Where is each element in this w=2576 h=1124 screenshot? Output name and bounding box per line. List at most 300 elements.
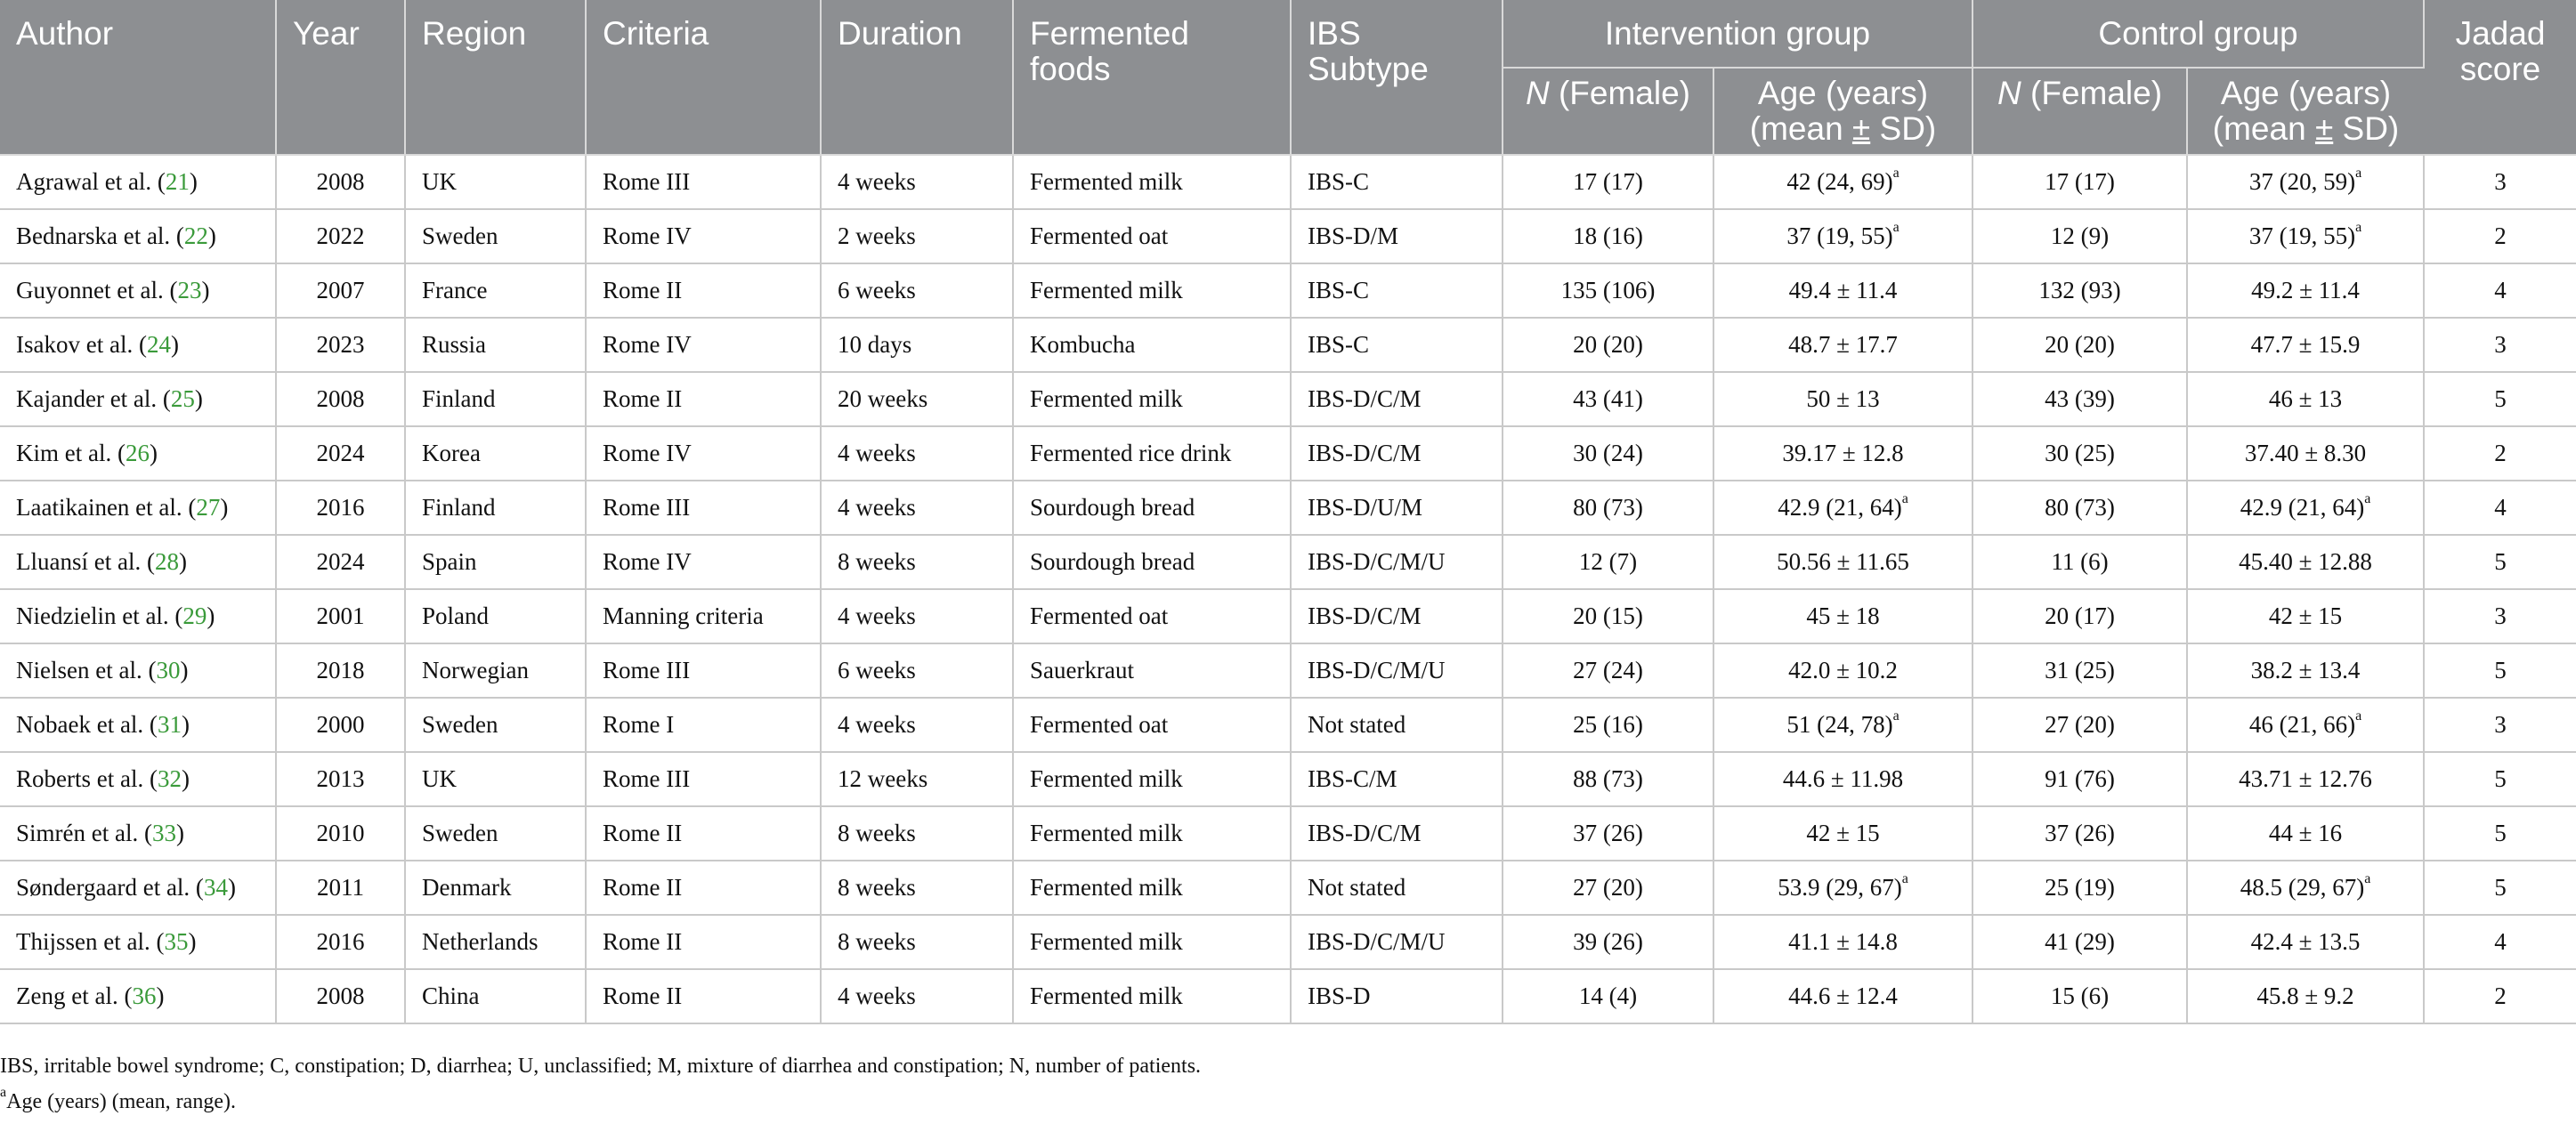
author-paren-close: ) xyxy=(156,982,165,1009)
cell-fermented-foods: Fermented oat xyxy=(1013,209,1291,263)
cell-year: 2008 xyxy=(276,155,405,209)
age-footnote-marker: a xyxy=(1892,166,1900,181)
cell-ibs-subtype: IBS-D/C/M xyxy=(1291,589,1503,643)
cell-intervention-age xyxy=(1713,969,1973,1023)
header-age-post: SD) xyxy=(2333,110,2400,147)
cell-ibs-subtype: IBS-C xyxy=(1291,318,1503,372)
author-paren-close: ) xyxy=(181,711,190,738)
footnote-age xyxy=(0,1084,2576,1120)
cell-intervention-n: 12 (7) xyxy=(1503,535,1713,589)
col-header-control-n xyxy=(1973,68,2187,155)
cell-jadad-score: 2 xyxy=(2424,209,2576,263)
cell-criteria: Rome II xyxy=(586,263,821,318)
cell-region: Norwegian xyxy=(405,643,586,698)
cell-intervention-n: 39 (26) xyxy=(1503,915,1713,969)
author-name: Laatikainen et al. ( xyxy=(16,494,197,521)
age-value: 48.7 ± 17.7 xyxy=(1788,331,1898,358)
cell-ibs-subtype: IBS-D/C/M/U xyxy=(1291,535,1503,589)
author-paren-close: ) xyxy=(220,494,229,521)
reference-link[interactable]: 26 xyxy=(125,440,150,466)
age-footnote-marker: a xyxy=(1892,708,1900,724)
col-header-control-group: Control group xyxy=(1973,0,2424,68)
reference-link[interactable]: 25 xyxy=(170,385,195,412)
cell-duration: 2 weeks xyxy=(821,209,1013,263)
author-paren-close: ) xyxy=(201,277,210,303)
age-value: 43.71 ± 12.76 xyxy=(2239,765,2372,792)
cell-region: UK xyxy=(405,155,586,209)
reference-link[interactable]: 33 xyxy=(151,820,176,846)
header-jadad-line2: score xyxy=(2459,51,2541,87)
cell-control-age xyxy=(2187,698,2424,752)
table-footnotes xyxy=(0,1048,2576,1120)
cell-author xyxy=(0,643,276,698)
cell-control-n: 25 (19) xyxy=(1973,861,2187,915)
cell-region: Poland xyxy=(405,589,586,643)
cell-criteria: Rome IV xyxy=(586,209,821,263)
cell-author xyxy=(0,426,276,481)
cell-criteria: Manning criteria xyxy=(586,589,821,643)
col-header-intervention-age xyxy=(1713,68,1973,155)
table-row xyxy=(0,861,2576,915)
col-header-jadad-score xyxy=(2424,0,2576,155)
cell-intervention-n: 18 (16) xyxy=(1503,209,1713,263)
reference-link[interactable]: 29 xyxy=(182,602,207,629)
cell-fermented-foods: Kombucha xyxy=(1013,318,1291,372)
cell-year: 2016 xyxy=(276,481,405,535)
table-body xyxy=(0,155,2576,1023)
cell-criteria: Rome II xyxy=(586,969,821,1023)
cell-ibs-subtype: IBS-D/U/M xyxy=(1291,481,1503,535)
cell-jadad-score: 3 xyxy=(2424,318,2576,372)
cell-control-age xyxy=(2187,969,2424,1023)
cell-intervention-n: 43 (41) xyxy=(1503,372,1713,426)
cell-fermented-foods: Fermented milk xyxy=(1013,263,1291,318)
table-row xyxy=(0,589,2576,643)
table-row xyxy=(0,155,2576,209)
table-header xyxy=(0,0,2576,155)
header-n-italic: N xyxy=(1997,75,2021,111)
cell-ibs-subtype: IBS-C/M xyxy=(1291,752,1503,806)
cell-region: Sweden xyxy=(405,209,586,263)
cell-jadad-score: 5 xyxy=(2424,372,2576,426)
cell-fermented-foods: Fermented oat xyxy=(1013,698,1291,752)
cell-duration: 8 weeks xyxy=(821,535,1013,589)
cell-control-n: 80 (73) xyxy=(1973,481,2187,535)
cell-fermented-foods: Fermented milk xyxy=(1013,915,1291,969)
cell-control-age xyxy=(2187,752,2424,806)
cell-criteria: Rome IV xyxy=(586,426,821,481)
age-value: 53.9 (29, 67) xyxy=(1778,874,1902,901)
footnote-abbreviations: IBS, irritable bowel syndrome; C, constipation; D, diarrhea; U, unclassified; M, mixture of diarrhea and constipation; N, number of patients. xyxy=(0,1055,1202,1078)
cell-intervention-age xyxy=(1713,318,1973,372)
cell-year: 2023 xyxy=(276,318,405,372)
col-header-author: Author xyxy=(0,0,276,155)
author-paren-close: ) xyxy=(227,874,236,901)
cell-fermented-foods: Sauerkraut xyxy=(1013,643,1291,698)
cell-intervention-age xyxy=(1713,861,1973,915)
cell-intervention-n: 88 (73) xyxy=(1503,752,1713,806)
cell-intervention-age xyxy=(1713,589,1973,643)
author-name: Isakov et al. ( xyxy=(16,331,147,358)
cell-duration: 4 weeks xyxy=(821,155,1013,209)
cell-fermented-foods: Fermented milk xyxy=(1013,372,1291,426)
cell-jadad-score: 3 xyxy=(2424,698,2576,752)
cell-criteria: Rome IV xyxy=(586,318,821,372)
cell-jadad-score: 3 xyxy=(2424,589,2576,643)
age-footnote-marker: a xyxy=(2364,491,2371,506)
cell-fermented-foods: Sourdough bread xyxy=(1013,481,1291,535)
cell-author xyxy=(0,861,276,915)
cell-control-age xyxy=(2187,535,2424,589)
age-value: 46 (21, 66) xyxy=(2248,711,2356,738)
cell-jadad-score: 5 xyxy=(2424,861,2576,915)
age-value: 42.4 ± 13.5 xyxy=(2250,928,2361,955)
header-subtype-line2: Subtype xyxy=(1308,51,1429,87)
cell-criteria: Rome II xyxy=(586,915,821,969)
cell-ibs-subtype: IBS-C xyxy=(1291,263,1503,318)
age-value: 47.7 ± 15.9 xyxy=(2250,331,2361,358)
cell-author xyxy=(0,752,276,806)
header-age-post: SD) xyxy=(1870,110,1937,147)
table-row xyxy=(0,209,2576,263)
cell-fermented-foods: Fermented oat xyxy=(1013,589,1291,643)
age-value: 45 ± 18 xyxy=(1806,602,1880,629)
cell-criteria: Rome II xyxy=(586,372,821,426)
cell-ibs-subtype: IBS-D/C/M xyxy=(1291,806,1503,861)
cell-intervention-age xyxy=(1713,806,1973,861)
cell-intervention-age xyxy=(1713,535,1973,589)
cell-intervention-n: 20 (20) xyxy=(1503,318,1713,372)
cell-year: 2011 xyxy=(276,861,405,915)
reference-link[interactable]: 27 xyxy=(196,494,221,521)
reference-link[interactable]: 32 xyxy=(157,765,182,792)
cell-ibs-subtype: Not stated xyxy=(1291,698,1503,752)
author-name: Roberts et al. ( xyxy=(16,765,158,792)
col-header-criteria: Criteria xyxy=(586,0,821,155)
cell-region: France xyxy=(405,263,586,318)
cell-criteria: Rome III xyxy=(586,481,821,535)
cell-intervention-age xyxy=(1713,698,1973,752)
author-name: Niedzielin et al. ( xyxy=(16,602,183,629)
cell-control-n: 15 (6) xyxy=(1973,969,2187,1023)
reference-link[interactable]: 22 xyxy=(183,222,208,249)
cell-region: Sweden xyxy=(405,806,586,861)
age-footnote-marker: a xyxy=(2364,871,2371,886)
age-footnote-marker: a xyxy=(2355,708,2362,724)
cell-control-age xyxy=(2187,209,2424,263)
age-value: 41.1 ± 14.8 xyxy=(1788,928,1898,955)
cell-duration: 4 weeks xyxy=(821,426,1013,481)
table-row xyxy=(0,698,2576,752)
cell-jadad-score: 5 xyxy=(2424,806,2576,861)
cell-intervention-n: 14 (4) xyxy=(1503,969,1713,1023)
col-header-intervention-group: Intervention group xyxy=(1503,0,1973,68)
cell-year: 2018 xyxy=(276,643,405,698)
cell-year: 2022 xyxy=(276,209,405,263)
author-paren-close: ) xyxy=(181,765,190,792)
cell-intervention-n: 27 (20) xyxy=(1503,861,1713,915)
age-value: 37 (19, 55) xyxy=(1786,222,1893,249)
cell-author xyxy=(0,263,276,318)
cell-intervention-age xyxy=(1713,643,1973,698)
reference-link[interactable]: 36 xyxy=(132,982,157,1009)
table-row xyxy=(0,263,2576,318)
cell-jadad-score: 2 xyxy=(2424,426,2576,481)
cell-control-age xyxy=(2187,426,2424,481)
cell-intervention-age xyxy=(1713,263,1973,318)
table-row xyxy=(0,426,2576,481)
cell-intervention-age xyxy=(1713,915,1973,969)
cell-intervention-age xyxy=(1713,209,1973,263)
cell-criteria: Rome III xyxy=(586,155,821,209)
header-age-line1: Age (years) xyxy=(1757,75,1929,111)
cell-intervention-n: 20 (15) xyxy=(1503,589,1713,643)
cell-control-age xyxy=(2187,806,2424,861)
cell-fermented-foods: Sourdough bread xyxy=(1013,535,1291,589)
age-value: 42 (24, 69) xyxy=(1786,168,1893,195)
reference-link[interactable]: 30 xyxy=(156,657,181,683)
col-header-region: Region xyxy=(405,0,586,155)
cell-fermented-foods: Fermented milk xyxy=(1013,969,1291,1023)
cell-control-n: 37 (26) xyxy=(1973,806,2187,861)
age-value: 44.6 ± 12.4 xyxy=(1788,982,1898,1009)
table-row xyxy=(0,806,2576,861)
header-age-pre: (mean xyxy=(1749,110,1852,147)
cell-region: Sweden xyxy=(405,698,586,752)
cell-ibs-subtype: IBS-D/C/M/U xyxy=(1291,643,1503,698)
age-footnote-marker: a xyxy=(2355,166,2362,181)
cell-region: China xyxy=(405,969,586,1023)
cell-jadad-score: 4 xyxy=(2424,915,2576,969)
cell-year: 2016 xyxy=(276,915,405,969)
cell-duration: 20 weeks xyxy=(821,372,1013,426)
table-row xyxy=(0,318,2576,372)
cell-duration: 8 weeks xyxy=(821,861,1013,915)
age-value: 49.4 ± 11.4 xyxy=(1788,277,1898,303)
cell-duration: 4 weeks xyxy=(821,698,1013,752)
cell-jadad-score: 2 xyxy=(2424,969,2576,1023)
cell-intervention-n: 80 (73) xyxy=(1503,481,1713,535)
cell-control-age xyxy=(2187,155,2424,209)
author-name: Søndergaard et al. ( xyxy=(16,874,204,901)
reference-link[interactable]: 21 xyxy=(165,168,190,195)
header-age-line1: Age (years) xyxy=(2220,75,2392,111)
cell-author xyxy=(0,155,276,209)
cell-jadad-score: 5 xyxy=(2424,752,2576,806)
cell-control-n: 91 (76) xyxy=(1973,752,2187,806)
cell-control-n: 41 (29) xyxy=(1973,915,2187,969)
col-header-control-age xyxy=(2187,68,2424,155)
cell-intervention-age xyxy=(1713,752,1973,806)
cell-control-n: 30 (25) xyxy=(1973,426,2187,481)
cell-duration: 12 weeks xyxy=(821,752,1013,806)
footnote-age-marker: a xyxy=(0,1085,7,1100)
cell-control-age xyxy=(2187,861,2424,915)
author-name: Zeng et al. ( xyxy=(16,982,133,1009)
cell-intervention-n: 25 (16) xyxy=(1503,698,1713,752)
cell-intervention-n: 37 (26) xyxy=(1503,806,1713,861)
cell-control-age xyxy=(2187,318,2424,372)
cell-criteria: Rome II xyxy=(586,861,821,915)
cell-intervention-age xyxy=(1713,481,1973,535)
cell-control-n: 20 (17) xyxy=(1973,589,2187,643)
cell-jadad-score: 3 xyxy=(2424,155,2576,209)
cell-control-n: 20 (20) xyxy=(1973,318,2187,372)
col-header-ibs-subtype xyxy=(1291,0,1503,155)
header-jadad-line1: Jadad xyxy=(2455,15,2546,52)
col-header-year: Year xyxy=(276,0,405,155)
cell-criteria: Rome III xyxy=(586,643,821,698)
age-value: 42.0 ± 10.2 xyxy=(1788,657,1898,683)
cell-region: Finland xyxy=(405,481,586,535)
header-n-female: (Female) xyxy=(1549,75,1691,111)
cell-region: Finland xyxy=(405,372,586,426)
author-paren-close: ) xyxy=(170,331,179,358)
table-row xyxy=(0,535,2576,589)
cell-criteria: Rome III xyxy=(586,752,821,806)
reference-link[interactable]: 23 xyxy=(177,277,202,303)
author-name: Guyonnet et al. ( xyxy=(16,277,178,303)
cell-control-age xyxy=(2187,372,2424,426)
age-value: 45.8 ± 9.2 xyxy=(2256,982,2354,1009)
author-name: Agrawal et al. ( xyxy=(16,168,166,195)
cell-duration: 4 weeks xyxy=(821,589,1013,643)
reference-link[interactable]: 34 xyxy=(203,874,228,901)
cell-duration: 8 weeks xyxy=(821,806,1013,861)
table-row xyxy=(0,915,2576,969)
header-n-female: (Female) xyxy=(2021,75,2163,111)
cell-jadad-score: 4 xyxy=(2424,263,2576,318)
header-age-pm: ± xyxy=(2314,110,2334,147)
age-footnote-marker: a xyxy=(1901,491,1908,506)
cell-ibs-subtype: IBS-D xyxy=(1291,969,1503,1023)
cell-duration: 8 weeks xyxy=(821,915,1013,969)
author-paren-close: ) xyxy=(188,928,197,955)
cell-intervention-age xyxy=(1713,155,1973,209)
cell-author xyxy=(0,372,276,426)
cell-author xyxy=(0,969,276,1023)
cell-control-n: 43 (39) xyxy=(1973,372,2187,426)
table-row xyxy=(0,643,2576,698)
reference-link[interactable]: 28 xyxy=(154,548,179,575)
cell-region: UK xyxy=(405,752,586,806)
age-value: 37 (20, 59) xyxy=(2248,168,2356,195)
age-value: 42 ± 15 xyxy=(2268,602,2343,629)
cell-duration: 6 weeks xyxy=(821,263,1013,318)
cell-year: 2008 xyxy=(276,372,405,426)
cell-year: 2000 xyxy=(276,698,405,752)
cell-year: 2001 xyxy=(276,589,405,643)
cell-region: Denmark xyxy=(405,861,586,915)
cell-ibs-subtype: Not stated xyxy=(1291,861,1503,915)
cell-region: Netherlands xyxy=(405,915,586,969)
cell-duration: 6 weeks xyxy=(821,643,1013,698)
age-value: 50.56 ± 11.65 xyxy=(1777,548,1909,575)
cell-criteria: Rome II xyxy=(586,806,821,861)
cell-author xyxy=(0,209,276,263)
cell-control-age xyxy=(2187,915,2424,969)
author-paren-close: ) xyxy=(149,440,158,466)
cell-intervention-n: 135 (106) xyxy=(1503,263,1713,318)
author-name: Kim et al. ( xyxy=(16,440,126,466)
cell-ibs-subtype: IBS-D/C/M xyxy=(1291,372,1503,426)
header-foods-line2: foods xyxy=(1030,51,1111,87)
cell-control-n: 27 (20) xyxy=(1973,698,2187,752)
author-paren-close: ) xyxy=(180,657,189,683)
cell-duration: 10 days xyxy=(821,318,1013,372)
header-age-pre: (mean xyxy=(2212,110,2315,147)
cell-control-age xyxy=(2187,263,2424,318)
cell-control-n: 17 (17) xyxy=(1973,155,2187,209)
cell-control-n: 132 (93) xyxy=(1973,263,2187,318)
cell-year: 2008 xyxy=(276,969,405,1023)
header-n-italic: N xyxy=(1525,75,1550,111)
cell-intervention-age xyxy=(1713,372,1973,426)
cell-criteria: Rome I xyxy=(586,698,821,752)
author-name: Kajander et al. ( xyxy=(16,385,171,412)
table-row xyxy=(0,969,2576,1023)
cell-fermented-foods: Fermented rice drink xyxy=(1013,426,1291,481)
cell-author xyxy=(0,806,276,861)
header-subtype-line1: IBS xyxy=(1308,15,1361,52)
cell-control-n: 12 (9) xyxy=(1973,209,2187,263)
cell-year: 2013 xyxy=(276,752,405,806)
author-name: Nielsen et al. ( xyxy=(16,657,157,683)
age-value: 42.9 (21, 64) xyxy=(1778,494,1902,521)
age-footnote-marker: a xyxy=(1892,220,1900,235)
author-paren-close: ) xyxy=(178,548,187,575)
col-header-duration: Duration xyxy=(821,0,1013,155)
cell-control-age xyxy=(2187,643,2424,698)
age-footnote-marker: a xyxy=(2355,220,2362,235)
cell-ibs-subtype: IBS-D/C/M/U xyxy=(1291,915,1503,969)
author-name: Bednarska et al. ( xyxy=(16,222,184,249)
cell-author xyxy=(0,318,276,372)
age-value: 48.5 (29, 67) xyxy=(2240,874,2365,901)
cell-jadad-score: 4 xyxy=(2424,481,2576,535)
col-header-intervention-n xyxy=(1503,68,1713,155)
age-value: 37 (19, 55) xyxy=(2248,222,2356,249)
author-paren-close: ) xyxy=(207,602,215,629)
table-row xyxy=(0,752,2576,806)
cell-ibs-subtype: IBS-D/M xyxy=(1291,209,1503,263)
age-value: 50 ± 13 xyxy=(1806,385,1880,412)
age-footnote-marker: a xyxy=(1901,871,1908,886)
reference-link[interactable]: 24 xyxy=(146,331,171,358)
author-name: Lluansí et al. ( xyxy=(16,548,155,575)
reference-link[interactable]: 35 xyxy=(164,928,189,955)
cell-jadad-score: 5 xyxy=(2424,535,2576,589)
age-value: 42 ± 15 xyxy=(1806,820,1880,846)
cell-intervention-n: 17 (17) xyxy=(1503,155,1713,209)
author-name: Simrén et al. ( xyxy=(16,820,152,846)
age-value: 42.9 (21, 64) xyxy=(2240,494,2365,521)
cell-fermented-foods: Fermented milk xyxy=(1013,861,1291,915)
table-row xyxy=(0,372,2576,426)
cell-criteria: Rome IV xyxy=(586,535,821,589)
cell-region: Spain xyxy=(405,535,586,589)
author-name: Nobaek et al. ( xyxy=(16,711,158,738)
author-paren-close: ) xyxy=(189,168,198,195)
age-value: 44 ± 16 xyxy=(2268,820,2343,846)
cell-author xyxy=(0,698,276,752)
cell-control-n: 31 (25) xyxy=(1973,643,2187,698)
cell-intervention-n: 30 (24) xyxy=(1503,426,1713,481)
age-value: 51 (24, 78) xyxy=(1786,711,1893,738)
reference-link[interactable]: 31 xyxy=(157,711,182,738)
cell-year: 2024 xyxy=(276,535,405,589)
table-row xyxy=(0,481,2576,535)
